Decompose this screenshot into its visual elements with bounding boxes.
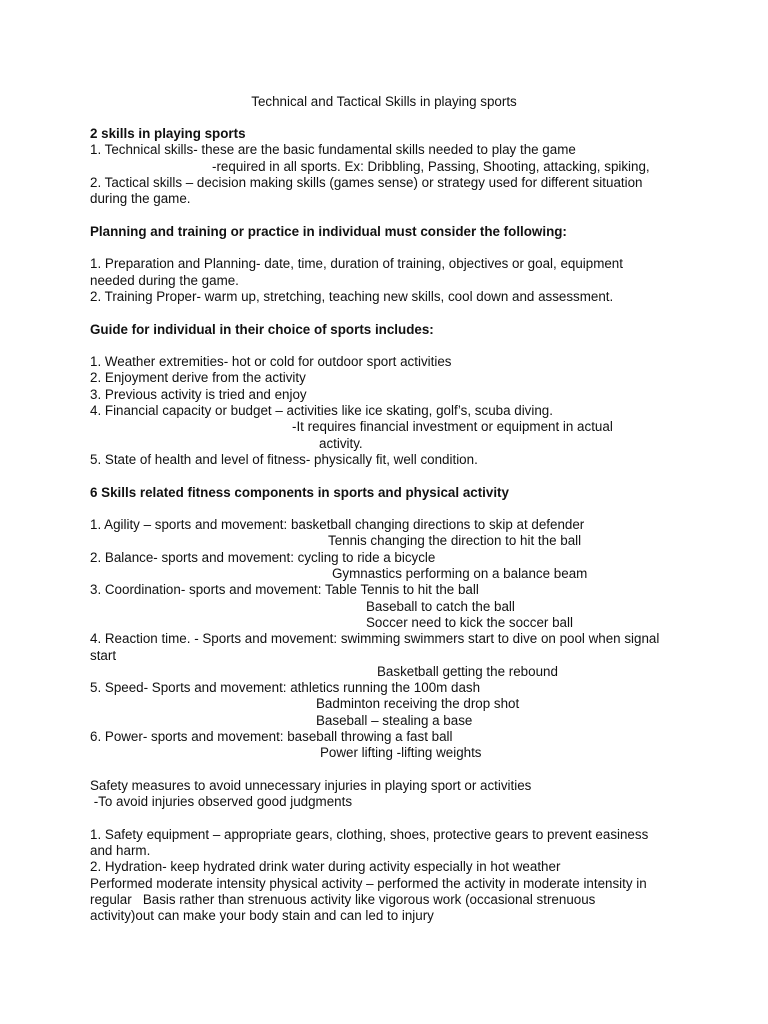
section-heading: Guide for individual in their choice of sports includes:	[90, 321, 434, 337]
section-heading: 6 Skills related fitness components in sports and physical activity	[90, 484, 509, 500]
section-heading: 2 skills in playing sports	[90, 126, 246, 141]
text-line: activity.	[319, 435, 363, 451]
text-line: during the game.	[90, 191, 191, 207]
text-line: 1. Technical skills- these are the basic fundamental skills needed to play the game	[90, 142, 576, 158]
text-line: 2. Hydration- keep hydrated drink water during activity especially in hot weather	[90, 859, 561, 875]
text-line: and harm.	[90, 843, 151, 859]
text-line: Gymnastics performing on a balance beam	[332, 566, 588, 582]
document-body	[90, 126, 690, 925]
text-line: 5. State of health and level of fitness- physically fit, well condition.	[90, 451, 478, 467]
text-line: activity)out can make your body stain and can led to injury	[90, 908, 434, 924]
text-line: 2. Training Proper- warm up, stretching, teaching new skills, cool down and assessment.	[90, 288, 614, 304]
text-line: 2. Tactical skills – decision making skills (games sense) or strategy used for different situation	[90, 174, 643, 190]
text-line: Baseball to catch the ball	[366, 598, 515, 614]
text-line: Tennis changing the direction to hit the ball	[328, 533, 582, 549]
text-line: start	[90, 647, 117, 663]
text-line: 4. Reaction time. - Sports and movement: swimming swimmers start to dive on pool when signal	[90, 631, 660, 647]
document-title: Technical and Tactical Skills in playing sports	[251, 94, 517, 109]
text-line: 1. Agility – sports and movement: basketball changing directions to skip at defender	[90, 517, 585, 533]
text-line: 2. Balance- sports and movement: cycling to ride a bicycle	[90, 549, 436, 565]
text-line: 1. Weather extremities- hot or cold for outdoor sport activities	[90, 354, 452, 370]
section-safety	[90, 778, 690, 925]
text-line: 6. Power- sports and movement: baseball throwing a fast ball	[90, 728, 453, 744]
text-line: Power lifting -lifting weights	[320, 745, 482, 761]
section-guide	[90, 322, 690, 469]
section-planning	[90, 224, 690, 305]
text-line: 3. Coordination- sports and movement: Table Tennis to hit the ball	[90, 582, 479, 598]
text-line: 1. Preparation and Planning- date, time, duration of training, objectives or goal, equipment	[90, 256, 623, 272]
section-skills	[90, 126, 690, 207]
section-fitness	[90, 485, 690, 762]
section-intro: Safety measures to avoid unnecessary injuries in playing sport or activities	[90, 777, 532, 793]
text-line: 4. Financial capacity or budget – activities like ice skating, golf’s, scuba diving.	[90, 403, 553, 419]
text-line: needed during the game.	[90, 272, 239, 288]
text-line: Performed moderate intensity physical activity – performed the activity in moderate intensity in	[90, 875, 647, 891]
text-line: 2. Enjoyment derive from the activity	[90, 370, 306, 386]
text-line: Baseball – stealing a base	[316, 712, 473, 728]
section-intro: -To avoid injuries observed good judgments	[90, 794, 353, 810]
text-line: 1. Safety equipment – appropriate gears, clothing, shoes, protective gears to prevent easiness	[90, 826, 649, 842]
text-line: Badminton receiving the drop shot	[316, 696, 520, 712]
text-line: -It requires financial investment or equipment in actual	[292, 419, 613, 435]
text-line: 5. Speed- Sports and movement: athletics running the 100m dash	[90, 680, 481, 696]
text-line: -required in all sports. Ex: Dribbling, Passing, Shooting, attacking, spiking,	[212, 158, 650, 174]
text-line: regular Basis rather than strenuous activity like vigorous work (occasional strenuous	[90, 891, 596, 907]
text-line: Soccer need to kick the soccer ball	[366, 614, 573, 630]
section-heading: Planning and training or practice in individual must consider the following:	[90, 223, 567, 239]
text-line: Basketball getting the rebound	[377, 663, 558, 679]
text-line: 3. Previous activity is tried and enjoy	[90, 386, 307, 402]
